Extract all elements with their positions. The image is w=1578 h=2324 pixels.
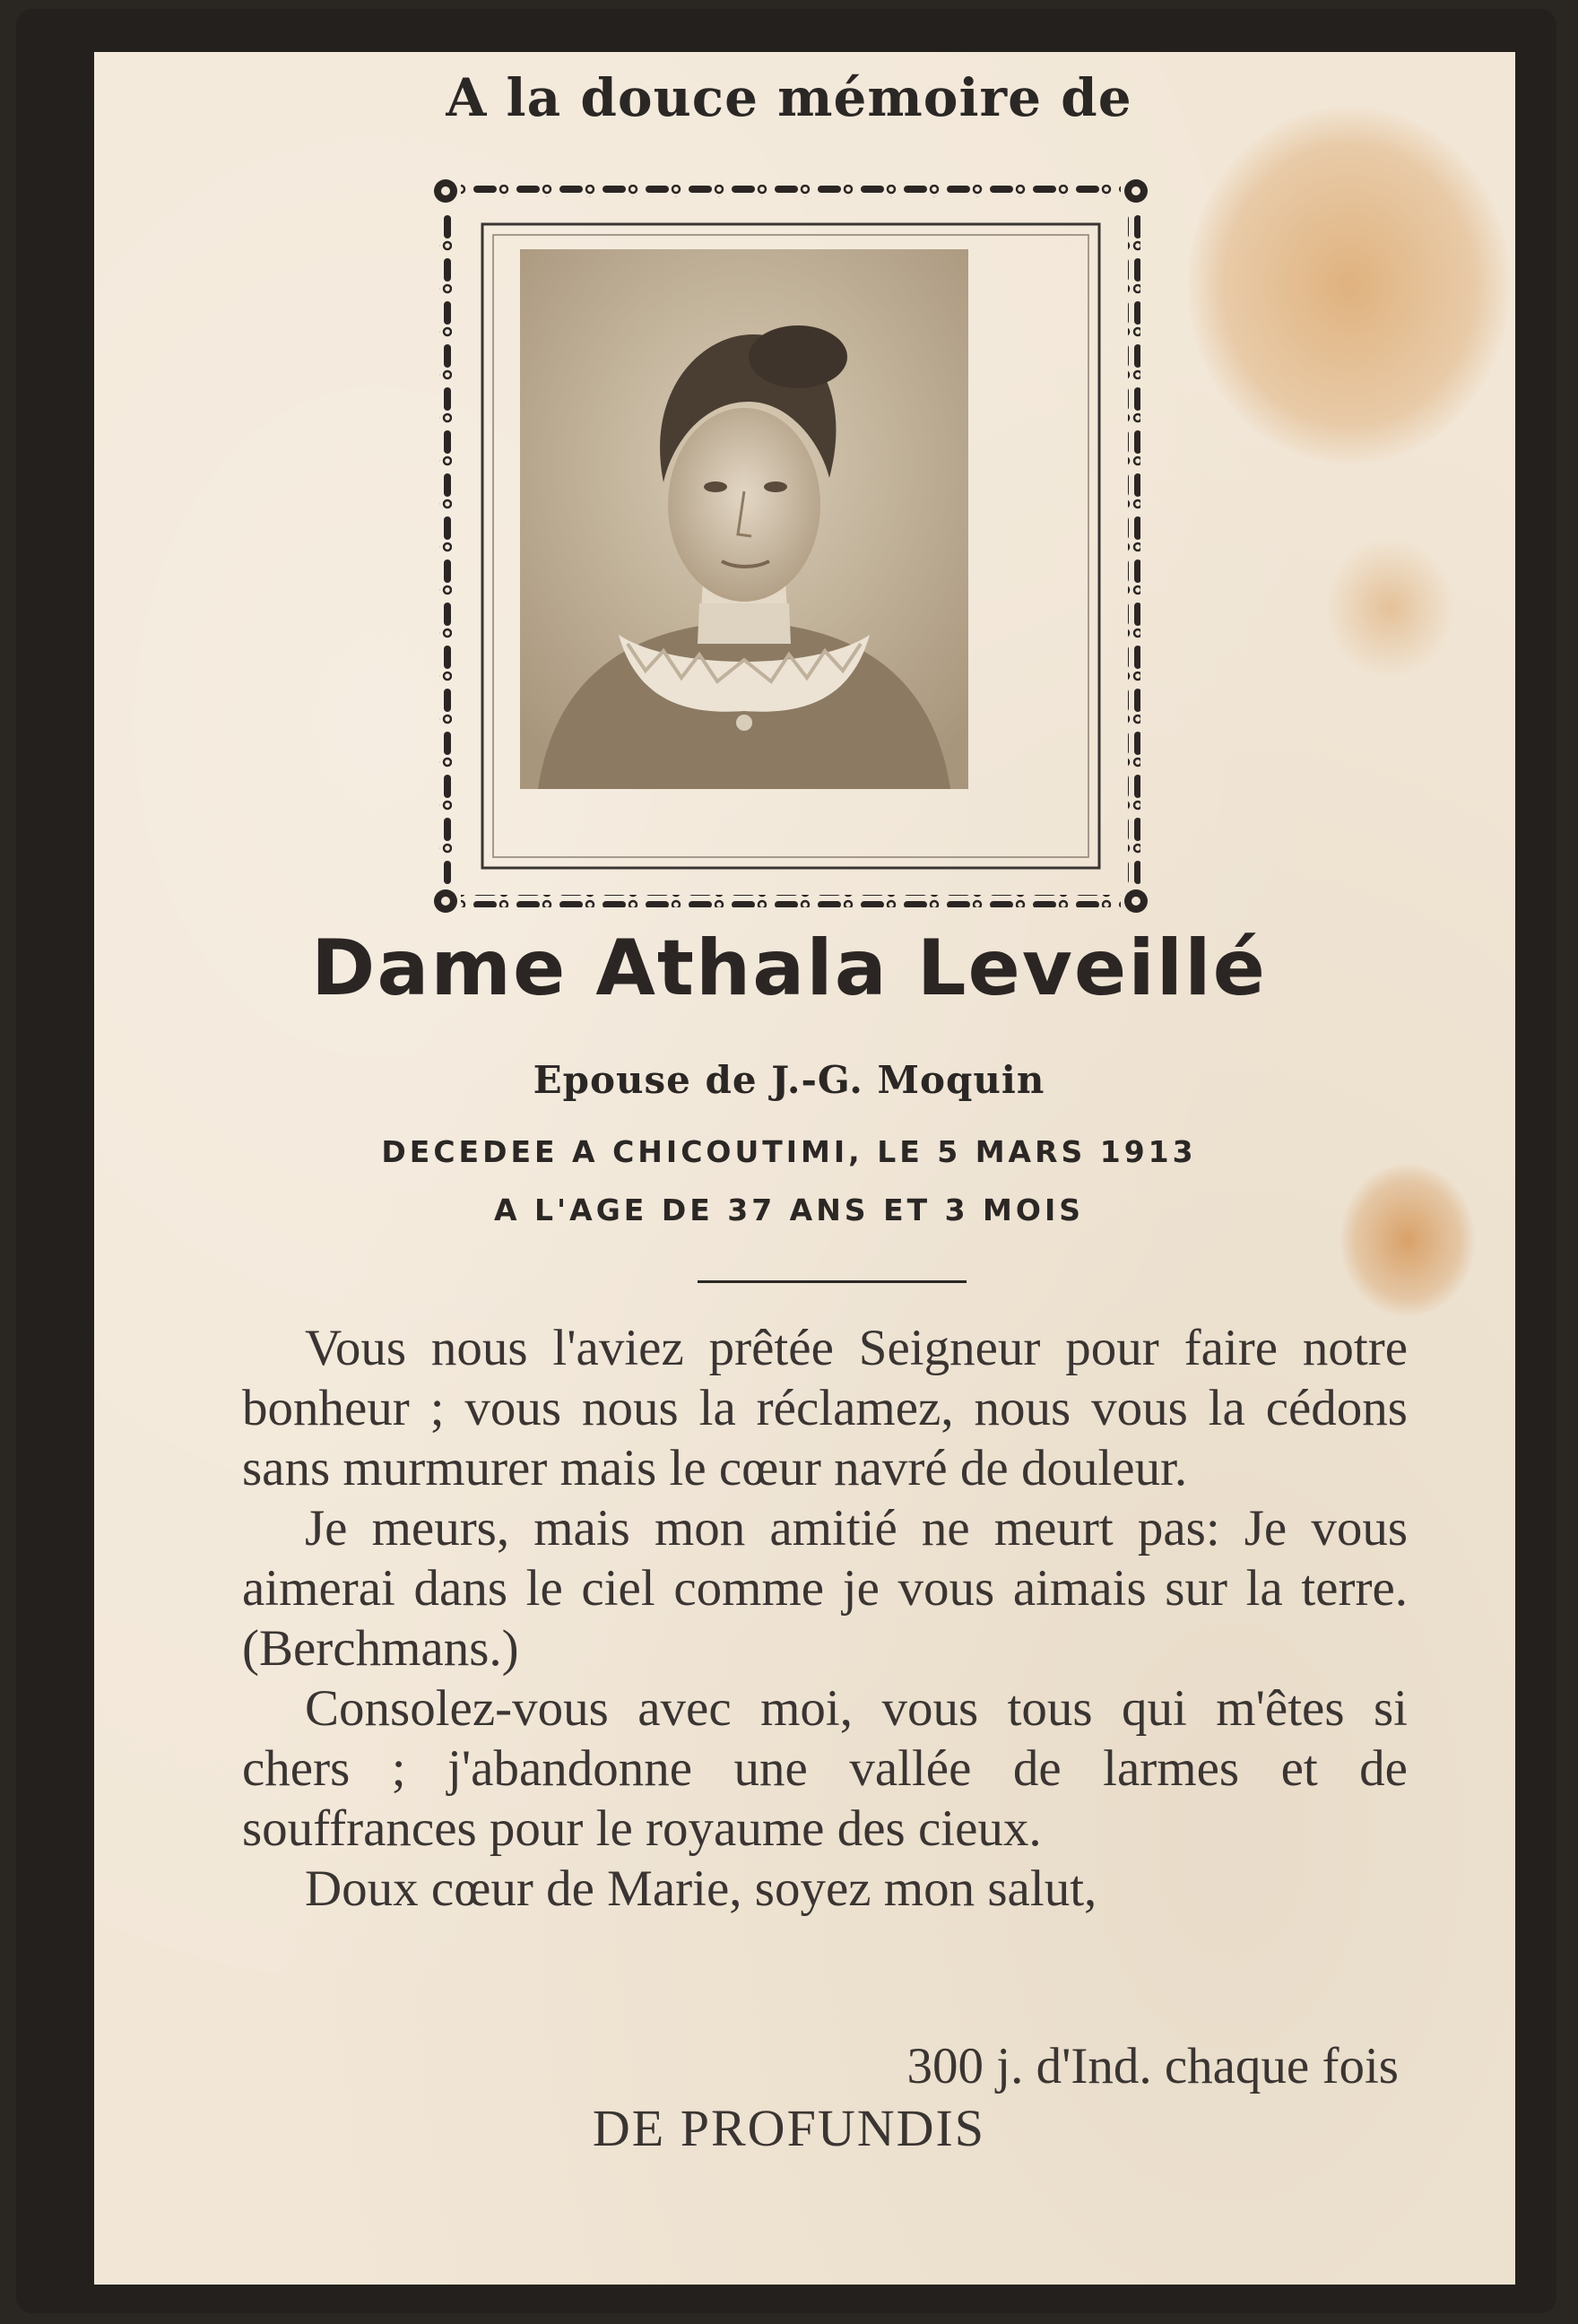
divider [698, 1280, 967, 1283]
age-line: A L'AGE DE 37 ANS ET 3 MOIS [494, 1192, 1084, 1227]
prayer-paragraph: Vous nous l'aviez prêtée Seigneur pour faire notre bonheur ; vous nous la réclamez, nous vous la cédons sans murmurer mais le cœur navré de douleur. [242, 1320, 1408, 1496]
memorial-heading: A la douce mémoire de [446, 67, 1132, 128]
prayer-text [242, 1318, 1408, 1919]
stain-middle-right [1340, 1164, 1475, 1316]
prayer-paragraph: Doux cœur de Marie, soyez mon salut, [305, 1860, 1097, 1917]
spouse-line: Epouse de J.-G. Moquin [533, 1058, 1045, 1102]
prayer-paragraph: Je meurs, mais mon amitié ne meurt pas: Je vous aimerai dans le ciel comme je vous aimais sur la terre. (Berchmans.) [242, 1500, 1408, 1677]
prayer-paragraph: Consolez-vous avec moi, vous tous qui m'êtes si chers ; j'abandonne une vallée de larmes et de souffrances pour le royaume des cieux. [242, 1680, 1408, 1857]
portrait-photo-icon [520, 249, 968, 789]
stain-small [1322, 536, 1457, 680]
deceased-name: Dame Athala Leveillé [311, 924, 1267, 1013]
indulgence-line: 300 j. d'Ind. chaque fois [906, 2038, 1399, 2094]
death-date-line: DECEDEE A CHICOUTIMI, LE 5 MARS 1913 [381, 1134, 1197, 1169]
closing-line: DE PROFUNDIS [592, 2099, 986, 2157]
stain-top-right [1188, 106, 1511, 464]
